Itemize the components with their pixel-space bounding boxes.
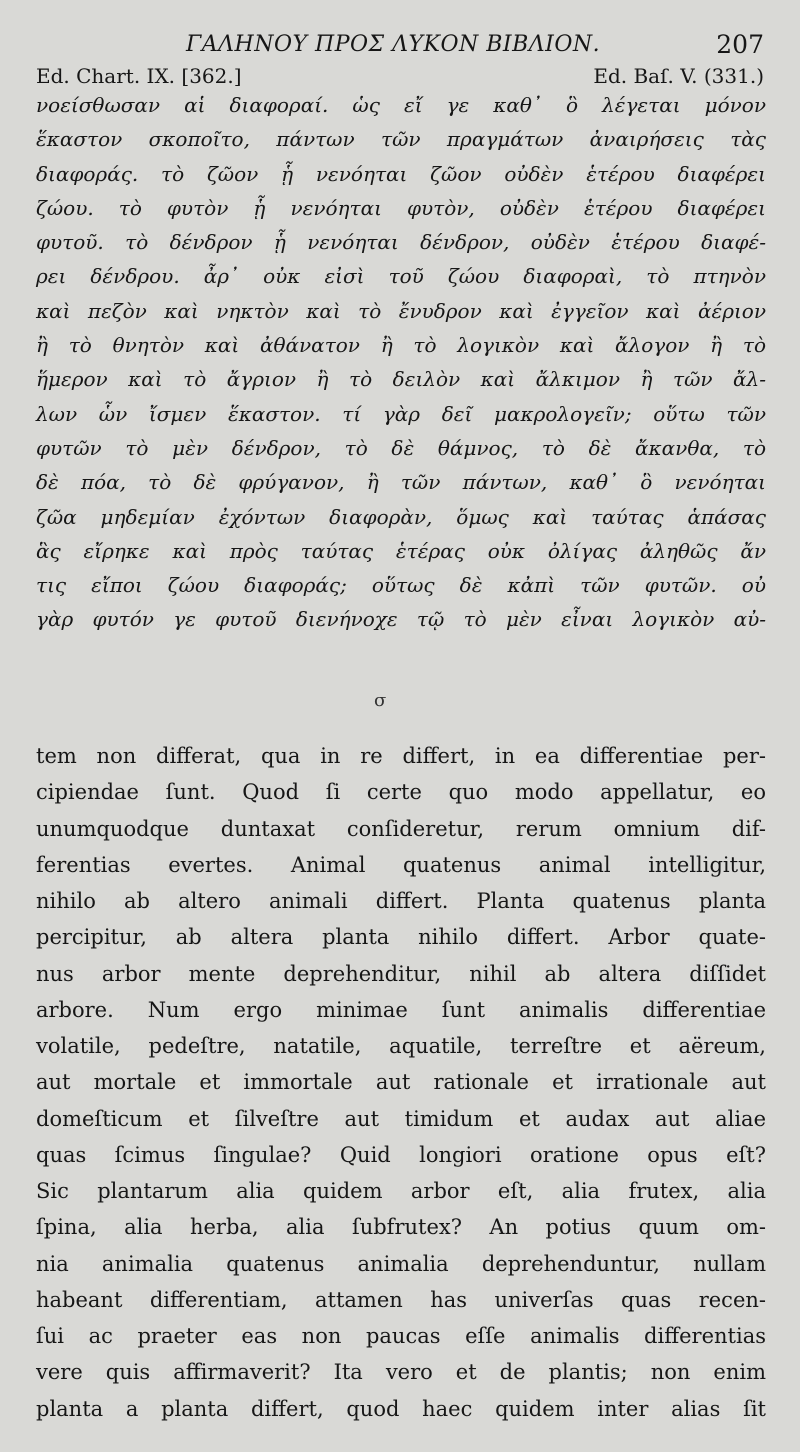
latin-text-line: domeſticum et ſilveſtre aut timidum et audax aut aliae	[36, 1106, 766, 1131]
running-header	[36, 30, 764, 64]
latin-text-line: vere quis affirmaverit? Ita vero et de plantis; non enim	[36, 1360, 766, 1385]
latin-text-line: habeant differentiam, attamen has univerſas quas recen-	[36, 1287, 766, 1312]
latin-text-line: tem non differat, qua in re differt, in ea differentiae per-	[36, 744, 766, 768]
greek-text-line: καὶ πεζὸν καὶ νηκτὸν καὶ τὸ ἔνυδρον καὶ ἐγγεῖον καὶ ἀέριον	[36, 298, 766, 323]
latin-text-block	[36, 738, 766, 1427]
greek-text-line: νοείσθωσαν αἱ διαφοραί. ὡς εἴ γε καθ᾽ ὃ λέγεται μόνον	[36, 93, 766, 117]
latin-text-line: ſui ac praeter eas non paucas eſſe animalis differentias	[36, 1324, 766, 1348]
greek-text-line: ἕκαστον σκοποῖτο, πάντων τῶν πραγμάτων ἀναιρήσεις τὰς	[36, 127, 766, 152]
latin-text-line: arbore. Num ergo minimae ſunt animalis differentiae	[36, 997, 766, 1022]
edition-chartier-ref: Ed. Chart. IX. [362.]	[36, 64, 242, 88]
latin-text-line: Sic plantarum alia quidem arbor eſt, alia frutex, alia	[36, 1179, 766, 1203]
latin-text-line: nihilo ab altero animali differt. Planta quatenus planta	[36, 889, 766, 913]
latin-text-line: quas ſcimus ſingulae? Quid longiori oratione opus eſt?	[36, 1142, 766, 1167]
latin-text-line: ferentias evertes. Animal quatenus animal intelligitur,	[36, 852, 766, 877]
latin-text-line: percipitur, ab altera planta nihilo differt. Arbor quate-	[36, 925, 766, 950]
latin-text-line: cipiendae ſunt. Quod ſi certe quo modo appellatur, eo	[36, 780, 766, 805]
section-separator-glyph: σ	[374, 690, 387, 711]
running-title: ΓΑΛΗΝΟΥ ΠΡΟΣ ΛΥΚΟΝ ΒΙΒΛΙΟΝ.	[186, 32, 601, 57]
latin-text-line: aut mortale et immortale aut rationale et irrationale aut	[36, 1070, 766, 1095]
greek-text-line: ρει δένδρου. ἆρ᾽ οὐκ εἰσὶ τοῦ ζώου διαφοραὶ, τὸ πτηνὸν	[36, 264, 766, 289]
greek-text-line: φυτῶν τὸ μὲν δένδρον, τὸ δὲ θάμνος, τὸ δὲ ἄκανθα, τὸ	[36, 435, 766, 460]
greek-text-line: δὲ πόα, τὸ δὲ φρύγανον, ἢ τῶν πάντων, καθ᾽ ὃ νενόηται	[36, 470, 766, 495]
greek-text-line: γὰρ φυτόν γε φυτοῦ διενήνοχε τῷ τὸ μὲν εἶναι λογικὸν αὐ-	[36, 607, 766, 632]
greek-text-line: φυτοῦ. τὸ δένδρον ᾗ νενόηται δένδρον, οὐδὲν ἑτέρου διαφέ-	[36, 230, 766, 255]
greek-text-line: τις εἴποι ζώου διαφοράς; οὕτως δὲ κἀπὶ τῶν φυτῶν. οὐ	[36, 573, 766, 598]
latin-text-line: unumquodque duntaxat conſideretur, rerum omnium dif-	[36, 816, 766, 841]
edition-basel-ref: Ed. Baſ. V. (331.)	[593, 64, 764, 88]
greek-text-line: διαφοράς. τὸ ζῶον ᾗ νενόηται ζῶον οὐδὲν ἑτέρου διαφέρει	[36, 161, 766, 186]
greek-text-line: ἃς εἴρηκε καὶ πρὸς ταύτας ἑτέρας οὐκ ὀλίγας ἀληθῶς ἄν	[36, 538, 766, 563]
page-number: 207	[716, 30, 764, 59]
greek-text-line: ἥμερον καὶ τὸ ἄγριον ἢ τὸ δειλὸν καὶ ἄλκιμον ἢ τῶν ἄλ-	[36, 367, 766, 392]
latin-text-line: volatile, pedeſtre, natatile, aquatile, terreſtre et aëreum,	[36, 1034, 766, 1058]
greek-text-block	[36, 88, 766, 637]
greek-text-line: λων ὧν ἴσμεν ἕκαστον. τί γὰρ δεῖ μακρολογεῖν; οὕτω τῶν	[36, 401, 766, 426]
greek-text-line: ζώου. τὸ φυτὸν ᾗ νενόηται φυτὸν, οὐδὲν ἑτέρου διαφέρει	[36, 195, 766, 220]
latin-text-line: nia animalia quatenus animalia deprehenduntur, nullam	[36, 1251, 766, 1276]
greek-text-line: ἢ τὸ θνητὸν καὶ ἀθάνατον ἢ τὸ λογικὸν καὶ ἄλογον ἢ τὸ	[36, 333, 766, 358]
latin-text-line: nus arbor mente deprehenditur, nihil ab altera diſſidet	[36, 961, 766, 986]
latin-text-line: planta a planta differt, quod haec quidem inter alias ſit	[36, 1396, 766, 1421]
greek-text-line: ζῶα μηδεμίαν ἐχόντων διαφορὰν, ὅμως καὶ ταύτας ἁπάσας	[36, 504, 766, 529]
latin-text-line: ſpina, alia herba, alia ſubfrutex? An potius quum om-	[36, 1215, 766, 1240]
